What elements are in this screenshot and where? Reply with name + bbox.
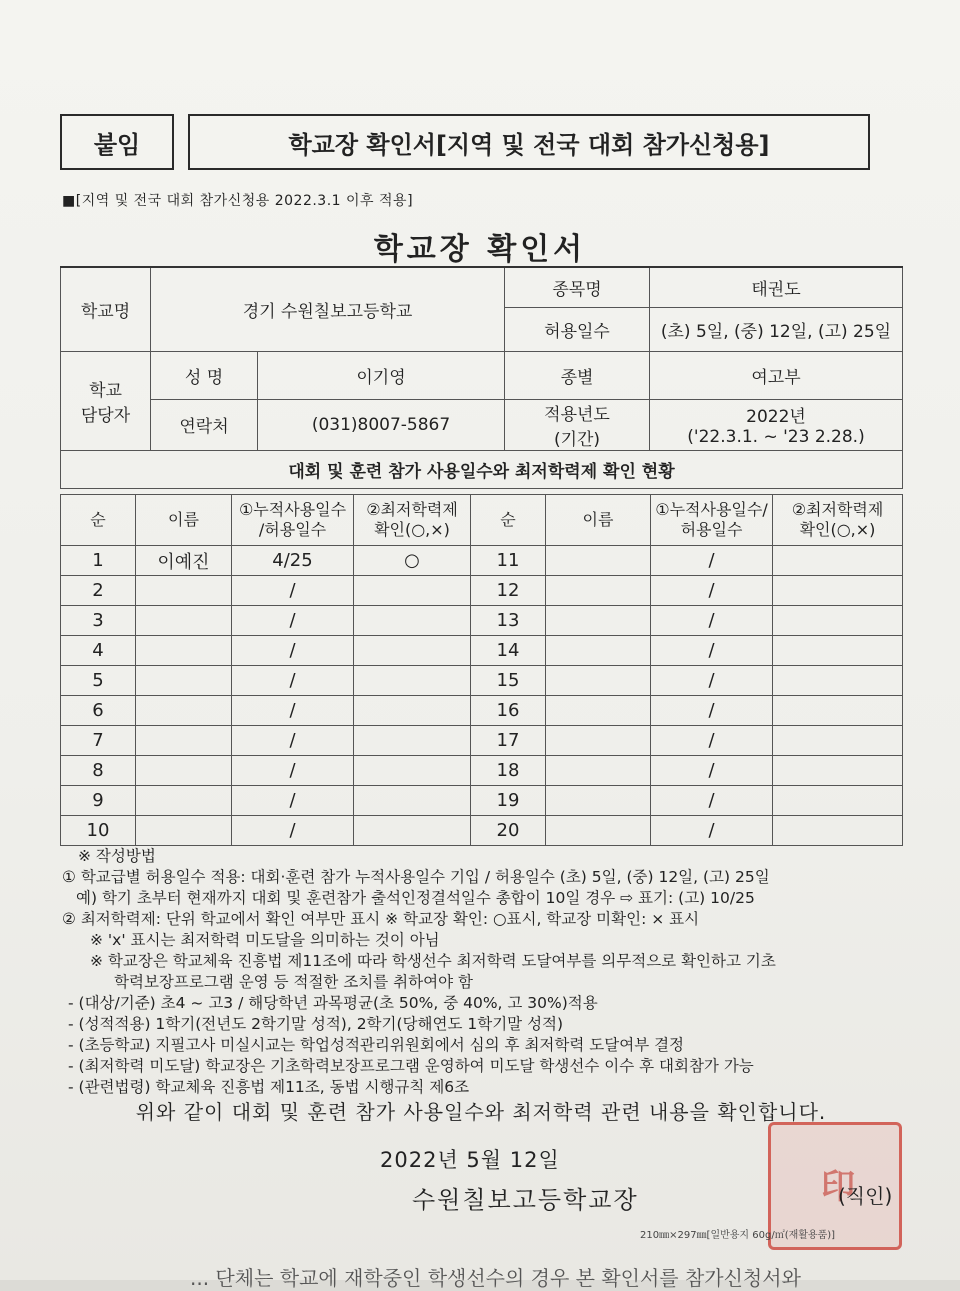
row-name (136, 576, 232, 606)
row-r-no: 14 (471, 636, 546, 666)
row-min (354, 696, 471, 726)
row-min (354, 636, 471, 666)
row-r-no: 17 (471, 726, 546, 756)
row-r-name (546, 666, 651, 696)
form-title-box (188, 114, 870, 170)
table-row (61, 696, 903, 726)
row-no: 9 (61, 786, 136, 816)
row-no: 1 (61, 546, 136, 576)
row-name (136, 696, 232, 726)
event-name: 태권도 (650, 267, 903, 307)
row-r-no: 15 (471, 666, 546, 696)
row-no: 10 (61, 816, 136, 846)
row-r-min (773, 606, 903, 636)
col-days (232, 495, 354, 546)
row-days: / (232, 666, 354, 696)
instruction-line: - (대상/기준) 초4 ~ 고3 / 해당학년 과목평균(초 50%, 중 40%, 고 30%)적용 (68, 994, 598, 1012)
row-min (354, 606, 471, 636)
col-min-line1: ②최저학력제 (366, 500, 458, 519)
instruction-line: ※ 'x' 표시는 최저학력 미도달을 의미하는 것이 아님 (90, 931, 440, 949)
year-label-line1: 적용년도 (544, 404, 610, 425)
row-no: 5 (61, 666, 136, 696)
row-r-min (773, 636, 903, 666)
row-days: / (232, 606, 354, 636)
confirm-date: 2022년 5월 12일 (380, 1148, 560, 1172)
attachment-tag (60, 114, 174, 170)
row-r-min (773, 816, 903, 846)
manager-label (61, 351, 151, 450)
days-label: 허용일수 (505, 307, 650, 351)
manager-label-line1: 학교 (89, 380, 122, 401)
col-r-no: 순 (471, 495, 546, 546)
principal-signer: 수원칠보고등학교장 (412, 1186, 639, 1214)
row-r-min (773, 576, 903, 606)
row-days: / (232, 756, 354, 786)
row-days: / (232, 786, 354, 816)
col-min (354, 495, 471, 546)
row-name (136, 666, 232, 696)
col-r-min-line1: ②최저학력제 (791, 500, 884, 519)
instruction-line: - (관련법령) 학교체육 진흥법 제11조, 동법 시행규칙 제6조 (68, 1078, 470, 1096)
next-page-cut-text: ... 단체는 학교에 재학중인 학생선수의 경우 본 확인서를 참가신청서와 (190, 1266, 801, 1290)
row-name (136, 816, 232, 846)
row-min (354, 786, 471, 816)
row-r-name (546, 636, 651, 666)
document-title: 학교장 확인서 (373, 232, 587, 267)
row-r-days: / (651, 726, 773, 756)
row-no: 7 (61, 726, 136, 756)
row-days: / (232, 636, 354, 666)
instructions-heading: ※ 작성방법 (78, 847, 156, 865)
instructions (62, 846, 912, 1098)
seal-label: (직인) (838, 1184, 893, 1208)
instruction-line: ※ 학교장은 학교체육 진흥법 제11조에 따라 학생선수 최저학력 도달여부를 의무적으로 확인하고 기초 (90, 952, 776, 970)
row-r-no: 12 (471, 576, 546, 606)
col-no: 순 (61, 495, 136, 546)
table-row (61, 636, 903, 666)
days-value: (초) 5일, (중) 12일, (고) 25일 (650, 307, 903, 351)
row-r-name (546, 786, 651, 816)
row-name (136, 786, 232, 816)
col-r-days-line1: ①누적사용일수/ (655, 500, 768, 519)
manager-label-line2: 담당자 (80, 405, 131, 426)
row-min (354, 816, 471, 846)
row-days: / (232, 576, 354, 606)
row-min: ○ (354, 546, 471, 576)
row-r-min (773, 756, 903, 786)
section-title: 대회 및 훈련 참가 사용일수와 최저학력제 확인 현황 (61, 450, 903, 488)
row-no: 3 (61, 606, 136, 636)
row-r-days: / (651, 666, 773, 696)
col-r-days-line2: 허용일수 (680, 520, 743, 539)
table-row (61, 606, 903, 636)
row-no: 4 (61, 636, 136, 666)
row-r-days: / (651, 816, 773, 846)
attachment-tag-label: 붙임 (93, 130, 141, 159)
instruction-line: ② 최저학력제: 단위 학교에서 확인 여부만 표시 ※ 학교장 확인: ○표시, 학교장 미확인: × 표시 (62, 910, 700, 928)
row-r-min (773, 696, 903, 726)
row-min (354, 726, 471, 756)
row-min (354, 576, 471, 606)
form-title: 학교장 확인서[지역 및 전국 대회 참가신청용] (288, 130, 770, 159)
row-r-name (546, 696, 651, 726)
table-row (61, 786, 903, 816)
row-r-days: / (651, 576, 773, 606)
applied-note: ■[지역 및 전국 대회 참가신청용 2022.3.1 이후 적용] (62, 193, 414, 209)
row-r-no: 19 (471, 786, 546, 816)
event-label: 종목명 (505, 267, 650, 307)
row-r-no: 20 (471, 816, 546, 846)
manager-name: 이기영 (258, 351, 505, 399)
row-min (354, 756, 471, 786)
row-no: 8 (61, 756, 136, 786)
row-days: / (232, 816, 354, 846)
category-value: 여고부 (650, 351, 903, 399)
row-r-days: / (651, 696, 773, 726)
year-value-line2: ('22.3.1. ~ '23 2.28.) (687, 427, 865, 447)
row-min (354, 666, 471, 696)
seal-stamp-icon: 印 (814, 1168, 855, 1204)
row-r-name (546, 726, 651, 756)
row-no: 6 (61, 696, 136, 726)
row-r-no: 16 (471, 696, 546, 726)
row-r-name (546, 546, 651, 576)
row-r-name (546, 606, 651, 636)
col-r-min (773, 495, 903, 546)
row-name: 이예진 (136, 546, 232, 576)
table-row (61, 726, 903, 756)
year-label (505, 399, 650, 450)
row-r-days: / (651, 606, 773, 636)
table-row (61, 546, 903, 576)
table-row (61, 816, 903, 846)
row-r-days: / (651, 546, 773, 576)
row-r-no: 11 (471, 546, 546, 576)
row-r-name (546, 756, 651, 786)
row-r-min (773, 666, 903, 696)
year-value (650, 399, 903, 450)
contact-value: (031)8007-5867 (258, 399, 505, 450)
col-r-days (651, 495, 773, 546)
instruction-line: - (최저학력 미도달) 학교장은 기초학력보장프로그램 운영하여 미도달 학생선수 이수 후 대회참가 가능 (68, 1057, 754, 1075)
instruction-line: - (성적적용) 1학기(전년도 2학기말 성적), 2학기(당해연도 1학기말 성적) (68, 1015, 564, 1033)
row-r-no: 18 (471, 756, 546, 786)
usage-table (60, 494, 903, 846)
col-name: 이름 (136, 495, 232, 546)
row-name (136, 636, 232, 666)
row-name (136, 606, 232, 636)
confirm-statement: 위와 같이 대회 및 훈련 참가 사용일수와 최저학력 관련 내용을 확인합니다. (135, 1100, 827, 1124)
row-r-no: 13 (471, 606, 546, 636)
row-r-min (773, 726, 903, 756)
row-r-name (546, 816, 651, 846)
row-name (136, 756, 232, 786)
row-days: / (232, 726, 354, 756)
instruction-line: 예) 학기 초부터 현재까지 대회 및 훈련참가 출석인정결석일수 총합이 10일 경우 ⇨ 표기: (고) 10/25 (76, 889, 755, 907)
instruction-line: ① 학교급별 허용일수 적용: 대회·훈련 참가 누적사용일수 기입 / 허용일수 (초) 5일, (중) 12일, (고) 25일 (62, 868, 770, 886)
col-r-name: 이름 (546, 495, 651, 546)
row-r-min (773, 786, 903, 816)
row-r-name (546, 576, 651, 606)
row-r-min (773, 546, 903, 576)
row-name (136, 726, 232, 756)
row-days: / (232, 696, 354, 726)
table-header-row (61, 495, 903, 546)
col-r-min-line2: 확인(○,×) (799, 520, 876, 539)
table-row (61, 756, 903, 786)
row-r-days: / (651, 636, 773, 666)
category-label: 종별 (505, 351, 650, 399)
paper-spec: 210㎜×297㎜[일반용지 60g/㎡(재활용품)] (640, 1230, 836, 1241)
school-name: 경기 수원칠보고등학교 (151, 267, 505, 351)
col-days-line1: ①누적사용일수 (238, 500, 347, 519)
instruction-line: 학력보장프로그램 운영 등 적절한 조치를 취하여야 함 (114, 973, 473, 991)
row-days: 4/25 (232, 546, 354, 576)
col-min-line2: 확인(○,×) (374, 520, 450, 539)
contact-label: 연락처 (151, 399, 258, 450)
row-r-days: / (651, 756, 773, 786)
info-table (60, 266, 903, 489)
instruction-line: - (초등학교) 지필고사 미실시교는 학업성적관리위원회에서 심의 후 최저학력 도달여부 결정 (68, 1036, 685, 1054)
row-r-days: / (651, 786, 773, 816)
year-label-line2: (기간) (553, 429, 601, 450)
row-no: 2 (61, 576, 136, 606)
col-days-line2: /허용일수 (258, 520, 327, 539)
name-label: 성 명 (151, 351, 258, 399)
year-value-line1: 2022년 (746, 407, 806, 427)
table-row (61, 666, 903, 696)
table-row (61, 576, 903, 606)
school-label: 학교명 (61, 267, 151, 351)
